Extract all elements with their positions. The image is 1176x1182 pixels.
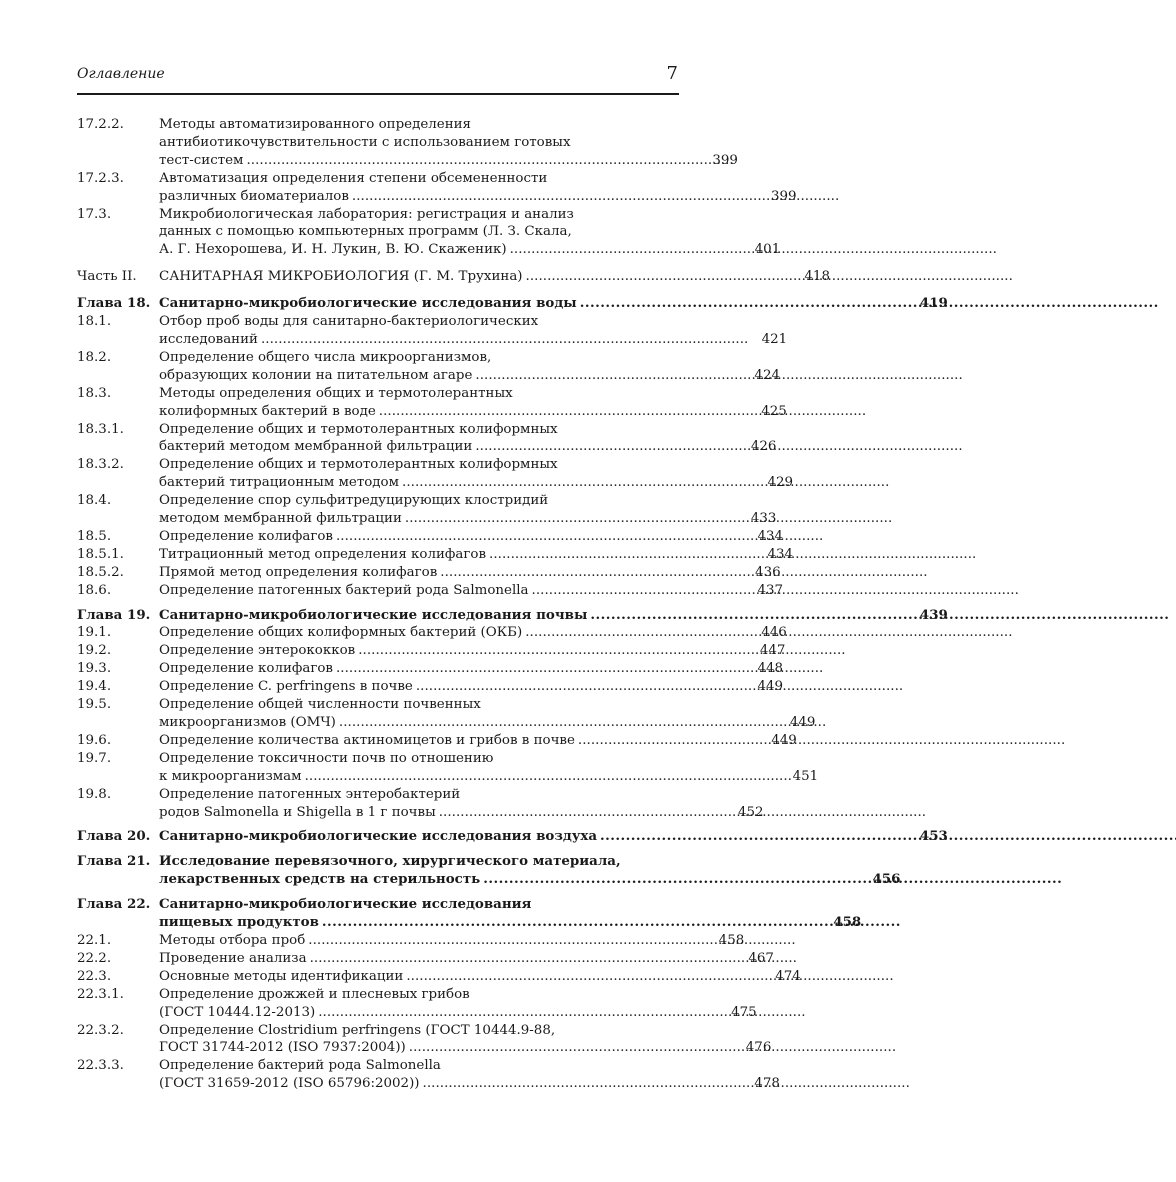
toc-entry-page: 458	[833, 914, 862, 931]
running-title: Оглавление	[77, 66, 165, 82]
toc-entry[interactable]	[77, 642, 786, 660]
toc-entry-title: тест-систем	[159, 152, 244, 168]
toc-entry[interactable]	[77, 896, 862, 932]
toc-entry-title-line: Определение общих и термотолерантных колиформных	[159, 457, 558, 473]
toc-entry-page: 436	[755, 564, 781, 580]
toc-entry-title: к микроорганизмам	[159, 768, 302, 784]
toc-entry-title-line: Методы автоматизированного определения	[159, 117, 471, 132]
dot-leader	[308, 932, 703, 950]
dot-leader	[322, 914, 820, 932]
toc-entry-page: 401	[754, 242, 781, 258]
toc-entry-number: 19.3.	[77, 661, 112, 677]
toc-entry-title: Основные методы идентификации	[159, 968, 404, 984]
toc-entry-page: 434	[757, 528, 783, 544]
toc-entry-page: 429	[767, 475, 794, 491]
dot-leader	[352, 188, 756, 206]
toc-entry-title: бактерий титрационным методом	[159, 475, 400, 491]
toc-entry-title: колиформных бактерий в воде	[159, 403, 376, 419]
toc-entry[interactable]	[77, 1057, 780, 1093]
toc-entry[interactable]	[77, 786, 764, 822]
toc-entry-page: 449	[757, 679, 783, 695]
toc-entry-number: Глава 22.	[77, 896, 151, 913]
toc-entry-title: Санитарно-микробиологические исследования воздуха	[159, 828, 598, 845]
toc-entry-number: 19.5.	[77, 697, 112, 713]
dot-leader	[489, 546, 752, 564]
dot-leader	[475, 438, 735, 456]
dot-leader	[379, 403, 746, 421]
toc-entry-title-line: антибиотикочувствительности с использованием готовых	[159, 134, 571, 150]
toc-entry-page: 446	[761, 625, 787, 641]
toc-entry[interactable]	[77, 696, 816, 732]
toc-entry-page: 449	[771, 732, 797, 748]
toc-entry-title-line: Определение дрожжей и плесневых грибов	[159, 986, 470, 1002]
toc-entry-number: 22.3.3.	[77, 1058, 124, 1074]
dot-leader	[261, 331, 746, 349]
toc-entry-title: Санитарно-микробиологические исследования воды	[159, 295, 577, 312]
toc-entry-title: Титрационный метод определения колифагов	[159, 546, 486, 562]
toc-entry-page: 447	[759, 643, 786, 659]
toc-entry-title: пищевых продуктов	[159, 914, 319, 931]
toc-entry-title: Определение энтерококков	[159, 643, 356, 659]
toc-entry[interactable]	[77, 492, 777, 528]
dot-leader	[358, 642, 744, 660]
toc-entry-title: родов Salmonella и Shigella в 1 г почвы	[159, 804, 436, 820]
toc-entry-title: Определение C. perfringens в почве	[159, 679, 413, 695]
toc-entry-title-line: Определение спор сульфитредуцирующих клостридий	[159, 493, 549, 509]
dot-leader	[339, 714, 774, 732]
toc-entry-page: 452	[737, 804, 764, 820]
toc-entry-number: 18.5.	[77, 528, 112, 544]
toc-entry[interactable]	[77, 968, 801, 986]
toc-entry-title: ГОСТ 31744-2012 (ISO 7937:2004))	[159, 1040, 406, 1056]
dot-leader	[318, 1004, 715, 1022]
toc-entry-title: исследований	[159, 331, 258, 347]
dot-leader	[310, 950, 733, 968]
dot-leader	[440, 564, 739, 582]
toc-entry-number: 19.7.	[77, 750, 112, 766]
toc-entry[interactable]	[77, 660, 783, 678]
toc-entry-title: лекарственных средств на стерильность	[159, 871, 481, 888]
toc-entry-number: 18.4.	[77, 493, 112, 509]
toc-entry-title: бактерий методом мембранной фильтрации	[159, 439, 473, 455]
toc-entry-title: различных биоматериалов	[159, 188, 349, 204]
toc-entry-title-line: Определение общей численности почвенных	[159, 697, 481, 713]
dot-leader	[406, 968, 759, 986]
toc-entry-title-line: Определение Clostridium perfringens (ГОСТ 10444.9-88,	[159, 1022, 556, 1038]
toc-entry-number: 18.5.2.	[77, 564, 124, 580]
toc-entry[interactable]	[77, 116, 738, 170]
toc-entry-number: 17.3.	[77, 206, 112, 222]
dot-leader	[510, 241, 740, 259]
toc-entry[interactable]	[77, 456, 794, 492]
dot-leader	[336, 660, 742, 678]
toc-entry[interactable]	[77, 268, 830, 286]
toc-entry-page: 421	[761, 331, 788, 347]
toc-entry[interactable]	[77, 828, 948, 846]
toc-entry[interactable]	[77, 385, 787, 421]
toc-entry-title-line: Определение общего числа микроорганизмов,	[159, 349, 492, 365]
toc-entry[interactable]	[77, 986, 757, 1022]
toc-entry-page: 439	[919, 606, 948, 623]
toc-entry-title: Прямой метод определения колифагов	[159, 564, 438, 580]
table-of-contents	[77, 116, 948, 1093]
toc-entry[interactable]	[77, 853, 901, 889]
toc-entry-title-line: Микробиологическая лаборатория: регистрация и анализ	[159, 206, 574, 222]
toc-entry[interactable]	[77, 206, 781, 260]
toc-entry[interactable]	[77, 624, 787, 642]
dot-leader	[423, 1075, 739, 1093]
toc-entry-number: 18.5.1.	[77, 546, 124, 562]
dot-leader	[526, 268, 789, 286]
toc-entry[interactable]	[77, 678, 783, 696]
toc-entry-page: 475	[731, 1004, 757, 1020]
toc-entry-page: 456	[872, 871, 901, 888]
toc-entry-title: Методы отбора проб	[159, 932, 306, 948]
toc-entry-number: 17.2.2.	[77, 117, 124, 132]
toc-entry-title: А. Г. Нехорошева, И. Н. Лукин, В. Ю. Скаженик)	[159, 242, 507, 258]
toc-entry-page: 476	[745, 1040, 772, 1056]
toc-entry[interactable]	[77, 582, 783, 600]
toc-entry-page: 424	[754, 367, 780, 383]
toc-entry-number: 22.3.2.	[77, 1022, 124, 1038]
dot-leader	[305, 768, 778, 786]
dot-leader	[590, 607, 906, 625]
toc-entry-title: образующих колонии на питательном агаре	[159, 367, 473, 383]
toc-entry[interactable]	[77, 421, 777, 457]
toc-entry-title: Определение колифагов	[159, 661, 333, 677]
dot-leader	[402, 474, 752, 492]
toc-entry-title-line: Определение бактерий рода Salmonella	[159, 1058, 441, 1074]
toc-entry-title: микроорганизмов (ОМЧ)	[159, 715, 336, 730]
toc-entry-number: 18.2.	[77, 349, 112, 365]
toc-entry[interactable]	[77, 170, 797, 206]
toc-entry-page: 418	[804, 269, 830, 285]
page-number: 7	[666, 63, 678, 84]
toc-entry-number: 18.1.	[77, 314, 112, 330]
toc-entry-number: Глава 19.	[77, 606, 151, 623]
toc-entry-title: (ГОСТ 10444.12-2013)	[159, 1004, 316, 1020]
toc-entry-number: 19.8.	[77, 786, 112, 802]
toc-entry-title-line: Определение патогенных энтеробактерий	[159, 786, 461, 802]
toc-entry-page: 467	[748, 950, 774, 966]
toc-entry-number: 18.3.1.	[77, 421, 124, 437]
toc-entry-page: 426	[750, 439, 777, 455]
toc-entry-title: методом мембранной фильтрации	[159, 511, 402, 527]
toc-entry-title: Определение общих колиформных бактерий (ОКБ)	[159, 625, 523, 641]
toc-entry-title-line: Санитарно-микробиологические исследования	[159, 896, 532, 913]
toc-entry-title-line: данных с помощью компьютерных программ (Л. З. Скала,	[159, 224, 572, 240]
dot-leader	[405, 510, 736, 528]
toc-entry-title-line: Автоматизация определения степени обсемененности	[159, 170, 548, 186]
toc-entry-title: Санитарно-микробиологические исследования почвы	[159, 606, 588, 623]
toc-entry[interactable]	[77, 528, 783, 546]
dot-leader	[416, 678, 742, 696]
toc-entry-page: 449	[789, 715, 816, 730]
toc-entry-page: 433	[750, 511, 777, 527]
toc-entry[interactable]	[77, 564, 781, 582]
page-header	[77, 63, 679, 95]
toc-entry-page: 474	[775, 968, 801, 984]
toc-entry[interactable]	[77, 313, 788, 349]
dot-leader	[336, 528, 742, 546]
toc-entry-number: 22.3.	[77, 968, 112, 984]
toc-entry-title: Определение количества актиномицетов и грибов в почве	[159, 732, 575, 748]
toc-entry-page: 434	[767, 546, 794, 562]
toc-entry-page: 399	[712, 152, 738, 168]
toc-entry[interactable]	[77, 295, 948, 313]
toc-entry-page: 453	[919, 828, 948, 845]
toc-entry-page: 458	[718, 932, 745, 948]
toc-entry-page: 448	[757, 661, 783, 677]
toc-entry-number: 18.6.	[77, 582, 112, 598]
toc-entry-page: 478	[754, 1076, 780, 1092]
toc-entry-title-line: Методы определения общих и термотолерантных	[159, 385, 513, 401]
toc-entry-title-line: Определение общих и термотолерантных колиформных	[159, 421, 558, 437]
toc-entry-number: 22.3.1.	[77, 986, 124, 1002]
dot-leader	[439, 804, 723, 822]
toc-entry-number: Глава 20.	[77, 828, 151, 845]
toc-entry[interactable]	[77, 606, 948, 625]
toc-entry-number: 17.2.3.	[77, 170, 124, 186]
toc-entry-number: 22.2.	[77, 950, 112, 966]
dot-leader	[409, 1039, 731, 1057]
toc-entry[interactable]	[77, 349, 780, 385]
toc-entry[interactable]	[77, 950, 774, 968]
toc-entry-number: 19.6.	[77, 732, 112, 748]
toc-entry-page: 425	[761, 403, 787, 419]
toc-entry-page: 419	[919, 295, 948, 312]
toc-entry-title: Проведение анализа	[159, 950, 307, 966]
dot-leader	[580, 295, 907, 313]
toc-entry-number: 19.2.	[77, 643, 112, 659]
toc-entry-number: 18.3.2.	[77, 457, 124, 473]
dot-leader	[600, 828, 907, 846]
toc-entry-title-line: Определение токсичности почв по отношению	[159, 750, 494, 766]
toc-entry-number: Глава 18.	[77, 295, 151, 312]
dot-leader	[246, 152, 696, 170]
toc-entry[interactable]	[77, 932, 745, 950]
toc-entry-page: 437	[757, 582, 783, 598]
dot-leader	[532, 582, 742, 600]
toc-entry-number: Часть II.	[77, 269, 137, 285]
toc-entry-number: 19.1.	[77, 625, 112, 641]
toc-entry-title: САНИТАРНАЯ МИКРОБИОЛОГИЯ (Г. М. Трухина)	[159, 269, 523, 285]
toc-entry-title: (ГОСТ 31659-2012 (ISO 65796:2002))	[159, 1076, 420, 1092]
toc-entry-title: Определение патогенных бактерий рода Salmonella	[159, 582, 529, 598]
dot-leader	[483, 871, 859, 889]
dot-leader	[475, 367, 739, 385]
toc-entry-title-line: Отбор проб воды для санитарно-бактериологических	[159, 314, 539, 330]
dot-leader	[525, 624, 746, 642]
toc-entry-page: 451	[792, 768, 819, 784]
toc-entry-page: 399	[771, 188, 797, 204]
toc-entry-title: Определение колифагов	[159, 528, 333, 544]
toc-entry[interactable]	[77, 546, 794, 564]
toc-entry-number: 19.4.	[77, 679, 112, 695]
toc-entry-number: 22.1.	[77, 932, 112, 948]
toc-entry-title-line: Исследование перевязочного, хирургического материала,	[159, 853, 621, 870]
toc-entry[interactable]	[77, 750, 819, 786]
toc-entry-number: Глава 21.	[77, 853, 151, 870]
toc-entry[interactable]	[77, 1022, 772, 1058]
dot-leader	[578, 732, 756, 750]
toc-entry[interactable]	[77, 732, 797, 750]
toc-entry-number: 18.3.	[77, 385, 112, 401]
